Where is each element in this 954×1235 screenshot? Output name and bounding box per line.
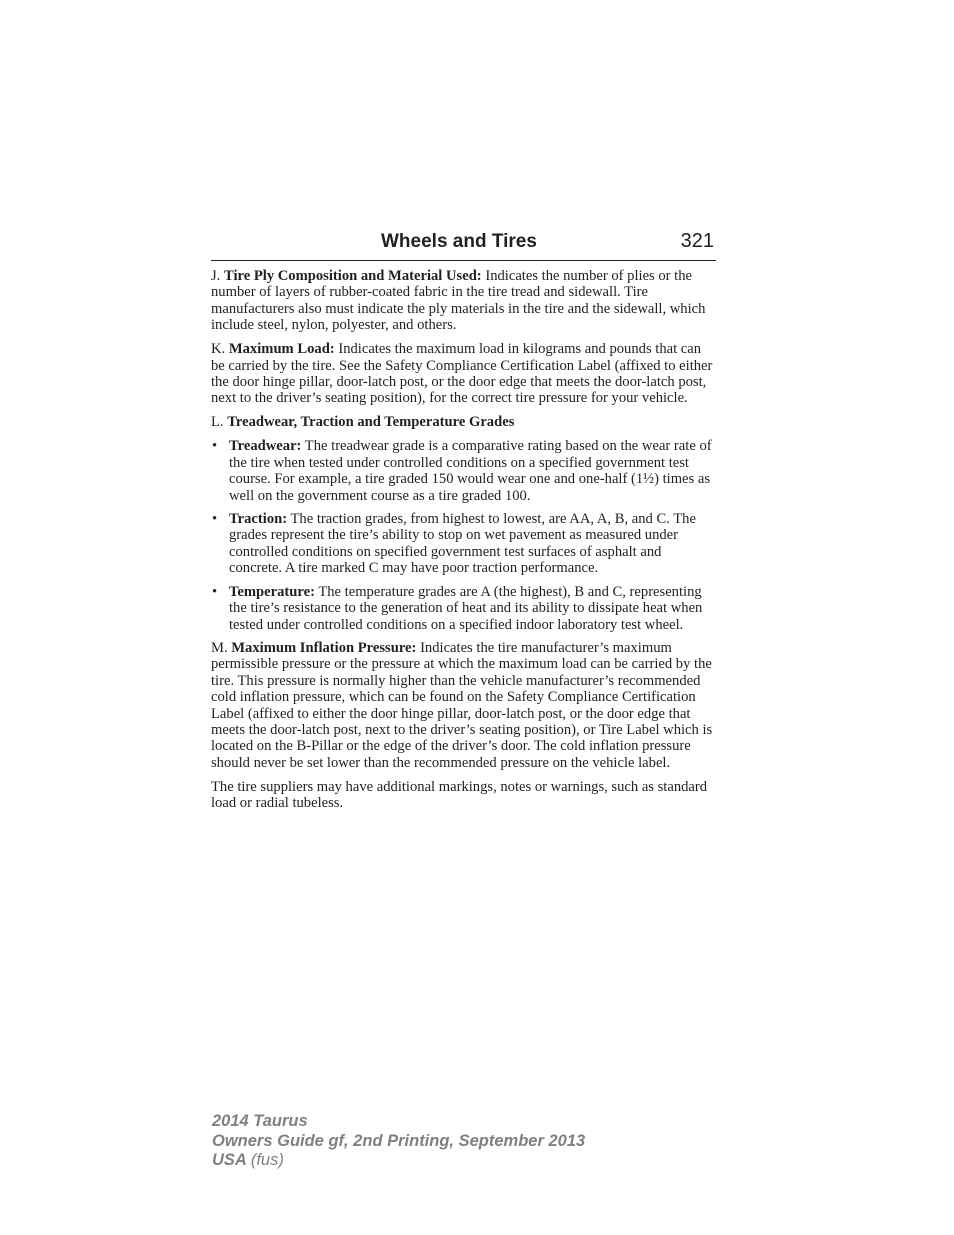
grades-list bbox=[211, 438, 717, 632]
page-header bbox=[211, 229, 716, 261]
item-letter: M. bbox=[211, 639, 228, 656]
list-item-traction bbox=[211, 511, 717, 577]
bullet-icon: • bbox=[212, 511, 218, 528]
item-heading: Maximum Load: bbox=[228, 341, 335, 358]
list-item-treadwear bbox=[211, 438, 717, 504]
item-heading: Tire Ply Composition and Material Used: bbox=[223, 268, 482, 284]
section-title: Wheels and Tires bbox=[381, 231, 537, 252]
footer-model: 2014 Taurus bbox=[212, 1112, 308, 1130]
item-heading: Maximum Inflation Pressure: bbox=[231, 639, 417, 656]
page-footer bbox=[212, 1112, 585, 1171]
item-text: The temperature grades are A (the highest), B and C, representing the tire’s resistance to the generation of heat and its ability to dissipate heat when tested under controlled conditions on a specified indoor laboratory test wheel. bbox=[229, 583, 703, 633]
paragraph-j bbox=[211, 268, 717, 334]
paragraph-closing: The tire suppliers may have additional markings, notes or warnings, such as standard load or radial tubeless. bbox=[211, 778, 708, 812]
bullet-icon: • bbox=[212, 438, 218, 455]
page-body bbox=[211, 268, 717, 819]
footer-country: USA bbox=[212, 1151, 247, 1169]
item-heading: Traction: bbox=[229, 511, 288, 528]
item-text: Indicates the tire manufacturer’s maximum permissible pressure or the pressure at which the maximum load can be carried by the tire. This pressure is normally higher than the vehicle manufacturer’s recommended cold inflation pressure, which can be found on the Safety Compliance Certification Label (affixed to either the door hinge pillar, door-latch post, or the door edge that meets the door-latch post, next to the driver’s seating position), or Tire Label which is located on the B-Pillar or the edge of the driver’s door. The cold inflation pressure should never be set lower than the recommended pressure on the vehicle label. bbox=[211, 639, 713, 771]
item-text: Indicates the maximum load in kilograms and pounds that can be carried by the tire. See the Safety Compliance Certification Label (affixed to either the door hinge pillar, door-latch post, or the door edge that meets the door-latch post, next to the driver’s seating position), for the correct tire pressure for your vehicle. bbox=[211, 341, 713, 407]
paragraph-l bbox=[211, 414, 717, 430]
paragraph-m bbox=[211, 640, 717, 771]
item-text: Indicates the number of plies or the number of layers of rubber-coated fabric in the tire tread and sidewall. Tire manufacturers also must indicate the ply materials in the tire and the sidewall, which include steel, nylon, polyester, and others. bbox=[211, 268, 706, 334]
item-heading: Temperature: bbox=[229, 583, 315, 600]
item-letter: K. bbox=[211, 341, 226, 358]
paragraph-k bbox=[211, 341, 717, 407]
footer-edition: Owners Guide gf, 2nd Printing, September 2013 bbox=[212, 1131, 586, 1150]
footer-market bbox=[212, 1151, 585, 1171]
item-text: The traction grades, from highest to lowest, are AA, A, B, and C. The grades represent the tire’s ability to stop on wet pavement as measured under controlled conditions on specified government test surfaces of asphalt and concrete. A tire marked C may have poor traction performance. bbox=[229, 511, 696, 577]
item-heading: Treadwear, Traction and Temperature Grades bbox=[227, 414, 515, 431]
list-item-temperature bbox=[211, 584, 717, 633]
page-number: 321 bbox=[680, 230, 714, 252]
item-letter: J. bbox=[211, 268, 221, 284]
bullet-icon: • bbox=[212, 583, 218, 600]
item-letter: L. bbox=[211, 414, 224, 431]
footer-code: (fus) bbox=[250, 1151, 284, 1169]
item-heading: Treadwear: bbox=[229, 438, 302, 455]
item-text: The treadwear grade is a comparative rating based on the wear rate of the tire when tested under controlled conditions on a specified government test course. For example, a tire graded 150 would wear one and one-half (1½) times as well on the government course as a tire graded 100. bbox=[229, 438, 712, 504]
